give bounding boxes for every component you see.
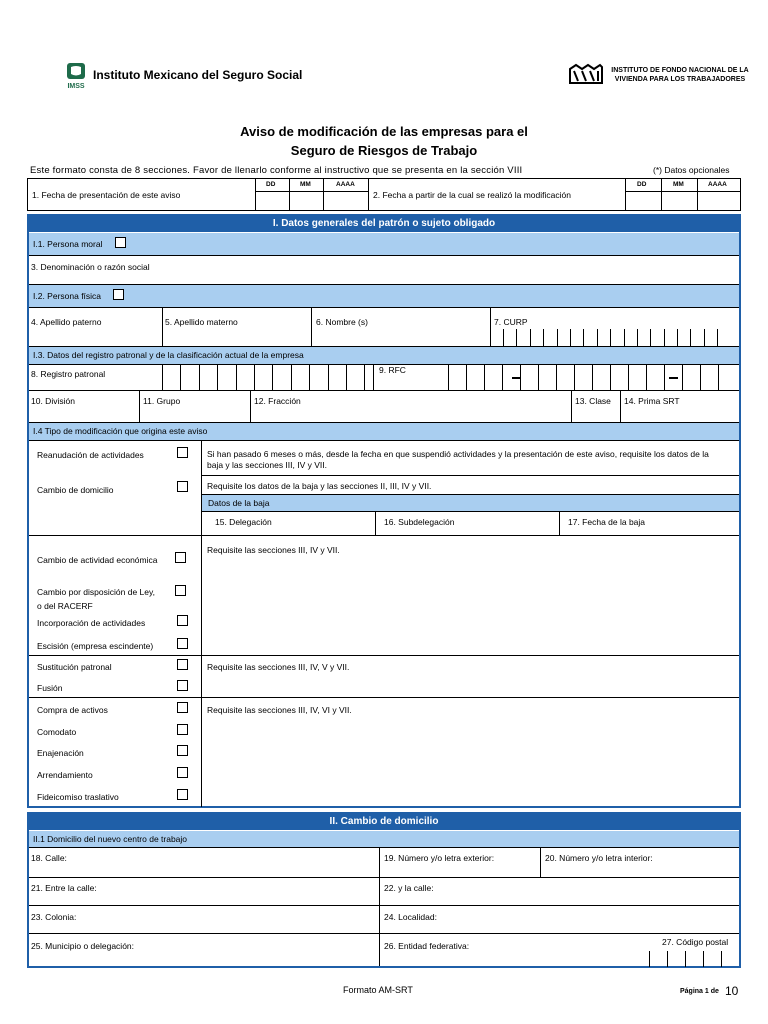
fusion-checkbox[interactable]	[177, 680, 188, 691]
compra-activos-label: Compra de activos	[37, 705, 108, 715]
incorporacion-label: Incorporación de actividades	[37, 618, 146, 628]
entidad-label: 26. Entidad federativa:	[384, 941, 470, 951]
arrendamiento-label: Arrendamiento	[37, 770, 93, 780]
incorporacion-checkbox[interactable]	[177, 615, 188, 626]
registro-patronal-label: 8. Registro patronal	[31, 369, 106, 379]
field-1-dd: DD	[266, 181, 276, 188]
compra-activos-checkbox[interactable]	[177, 702, 188, 713]
sustitucion-checkbox[interactable]	[177, 659, 188, 670]
division-label: 10. División	[31, 396, 75, 406]
tipo-modificacion-header-label: I.4 Tipo de modificación que origina este aviso	[33, 426, 208, 436]
field-1-dd-input[interactable]	[256, 192, 289, 210]
apellido-paterno-label: 4. Apellido paterno	[31, 317, 102, 327]
field-2-aaaa-input[interactable]	[698, 192, 741, 210]
registro-patronal-cells[interactable]	[162, 365, 374, 390]
rfc-dash-2	[669, 377, 678, 379]
cambio-domicilio-checkbox[interactable]	[177, 481, 188, 492]
persona-moral-label: I.1. Persona moral	[33, 239, 103, 249]
field-2-mm: MM	[673, 181, 684, 188]
field-1-aaaa: AAAA	[336, 181, 355, 188]
field-1-label: 1. Fecha de presentación de este aviso	[32, 190, 181, 200]
document-title-line1: Aviso de modificación de las empresas para el	[240, 124, 528, 139]
imss-logo-text: IMSS	[67, 83, 85, 90]
num-interior-label: 20. Número y/o letra interior:	[545, 853, 653, 863]
cambio-ley-label-1: Cambio por disposición de Ley,	[37, 587, 155, 597]
field-2-aaaa: AAAA	[708, 181, 727, 188]
comodato-checkbox[interactable]	[177, 724, 188, 735]
persona-moral-checkbox[interactable]	[115, 237, 126, 248]
compra-activos-requirement: Requisite las secciones III, IV, VI y VII.	[207, 705, 352, 715]
section-2-title: II. Cambio de domicilio	[29, 814, 739, 830]
fideicomiso-label: Fideicomiso traslativo	[37, 792, 119, 802]
localidad-label: 24. Localidad:	[384, 912, 437, 922]
codigo-postal-cells[interactable]	[649, 951, 739, 967]
imss-name: Instituto Mexicano del Seguro Social	[93, 68, 303, 82]
field-2-label: 2. Fecha a partir de la cual se realizó la modificación	[373, 190, 571, 200]
imss-logo	[64, 62, 88, 90]
enajenacion-checkbox[interactable]	[177, 745, 188, 756]
rfc-label: 9. RFC	[379, 365, 406, 375]
infonavit-logo	[568, 63, 604, 85]
colonia-label: 23. Colonia:	[31, 912, 77, 922]
field-2-dd-input[interactable]	[626, 192, 661, 210]
cambio-actividad-label: Cambio de actividad económica	[37, 555, 158, 565]
rfc-dash-1	[512, 377, 521, 379]
field-2-dd: DD	[637, 181, 647, 188]
entre-calle-label: 21. Entre la calle:	[31, 883, 97, 893]
cambio-domicilio-label: Cambio de domicilio	[37, 485, 114, 495]
persona-fisica-label: I.2. Persona física	[33, 291, 102, 301]
field-2-mm-input[interactable]	[662, 192, 697, 210]
sustitucion-label: Sustitución patronal	[37, 662, 112, 672]
escision-checkbox[interactable]	[177, 638, 188, 649]
reanudacion-checkbox[interactable]	[177, 447, 188, 458]
field-1-aaaa-input[interactable]	[324, 192, 368, 210]
reanudacion-requirement-2: baja y las secciones III, IV y VII.	[207, 460, 327, 470]
reanudacion-requirement: Si han pasado 6 meses o más, desde la fecha en que suspendió actividades y la presentación de este aviso, requisite los datos de la	[207, 449, 709, 459]
clase-label: 13. Clase	[575, 396, 611, 406]
format-note: Este formato consta de 8 secciones. Favor de llenarlo conforme al instructivo que se presenta en la sección VIII	[30, 165, 523, 176]
cambio-ley-checkbox[interactable]	[175, 585, 186, 596]
registro-header-row	[29, 347, 739, 364]
cambio-actividad-requirement: Requisite las secciones III, IV y VII.	[207, 545, 340, 555]
registro-header-label: I.3. Datos del registro patronal y de la clasificación actual de la empresa	[33, 350, 304, 360]
pagina-total: 10	[725, 984, 739, 998]
fideicomiso-checkbox[interactable]	[177, 789, 188, 800]
document-title-line2: Seguro de Riesgos de Trabajo	[290, 143, 478, 158]
field-1-mm-input[interactable]	[290, 192, 323, 210]
domicilio-header-row	[29, 831, 739, 847]
fusion-label: Fusión	[37, 683, 63, 693]
reanudacion-label: Reanudación de actividades	[37, 450, 144, 460]
domicilio-header-label: II.1 Domicilio del nuevo centro de trabajo	[33, 834, 188, 844]
arrendamiento-checkbox[interactable]	[177, 767, 188, 778]
curp-label: 7. CURP	[494, 317, 528, 327]
pagina-label: Página 1 de	[680, 988, 719, 995]
curp-cells[interactable]	[503, 329, 731, 346]
persona-fisica-checkbox[interactable]	[113, 289, 124, 300]
calle-label: 18. Calle:	[31, 853, 67, 863]
sustitucion-requirement: Requisite las secciones III, IV, V y VII.	[207, 662, 350, 672]
cambio-domicilio-requirement: Requisite los datos de la baja y las secciones II, III, IV y VII.	[207, 481, 432, 491]
y-calle-label: 22. y la calle:	[384, 883, 434, 893]
enajenacion-label: Enajenación	[37, 748, 84, 758]
prima-srt-label: 14. Prima SRT	[624, 396, 680, 406]
escision-label: Escisión (empresa escindente)	[37, 641, 154, 651]
formato-label: Formato AM-SRT	[343, 985, 413, 995]
optional-note: (*) Datos opcionales	[653, 165, 730, 175]
field-1-mm: MM	[300, 181, 311, 188]
apellido-materno-label: 5. Apellido materno	[165, 317, 238, 327]
denominacion-label: 3. Denominación o razón social	[31, 262, 150, 272]
datos-baja-label: Datos de la baja	[208, 498, 270, 508]
cambio-ley-label-2: o del RACERF	[37, 601, 93, 611]
persona-fisica-row	[29, 285, 739, 307]
codigo-postal-label: 27. Código postal	[662, 937, 729, 947]
grupo-label: 11. Grupo	[143, 396, 181, 406]
persona-moral-row	[29, 233, 739, 255]
cambio-actividad-checkbox[interactable]	[175, 552, 186, 563]
num-exterior-label: 19. Número y/o letra exterior:	[384, 853, 495, 863]
infonavit-name: INSTITUTO DE FONDO NACIONAL DE LA VIVIENDA PARA LOS TRABAJADORES	[611, 67, 749, 83]
rfc-cells[interactable]	[448, 365, 739, 390]
datos-baja-row	[202, 495, 739, 511]
section-1-title: I. Datos generales del patrón o sujeto obligado	[29, 216, 739, 232]
nombre-label: 6. Nombre (s)	[316, 317, 368, 327]
municipio-label: 25. Municipio o delegación:	[31, 941, 135, 951]
fraccion-label: 12. Fracción	[254, 396, 301, 406]
denominacion-input[interactable]	[29, 256, 739, 284]
comodato-label: Comodato	[37, 727, 77, 737]
subdelegacion-label: 16. Subdelegación	[384, 517, 455, 527]
fecha-baja-label: 17. Fecha de la baja	[568, 517, 646, 527]
tipo-modificacion-header-row	[29, 423, 739, 440]
delegacion-label: 15. Delegación	[215, 517, 272, 527]
